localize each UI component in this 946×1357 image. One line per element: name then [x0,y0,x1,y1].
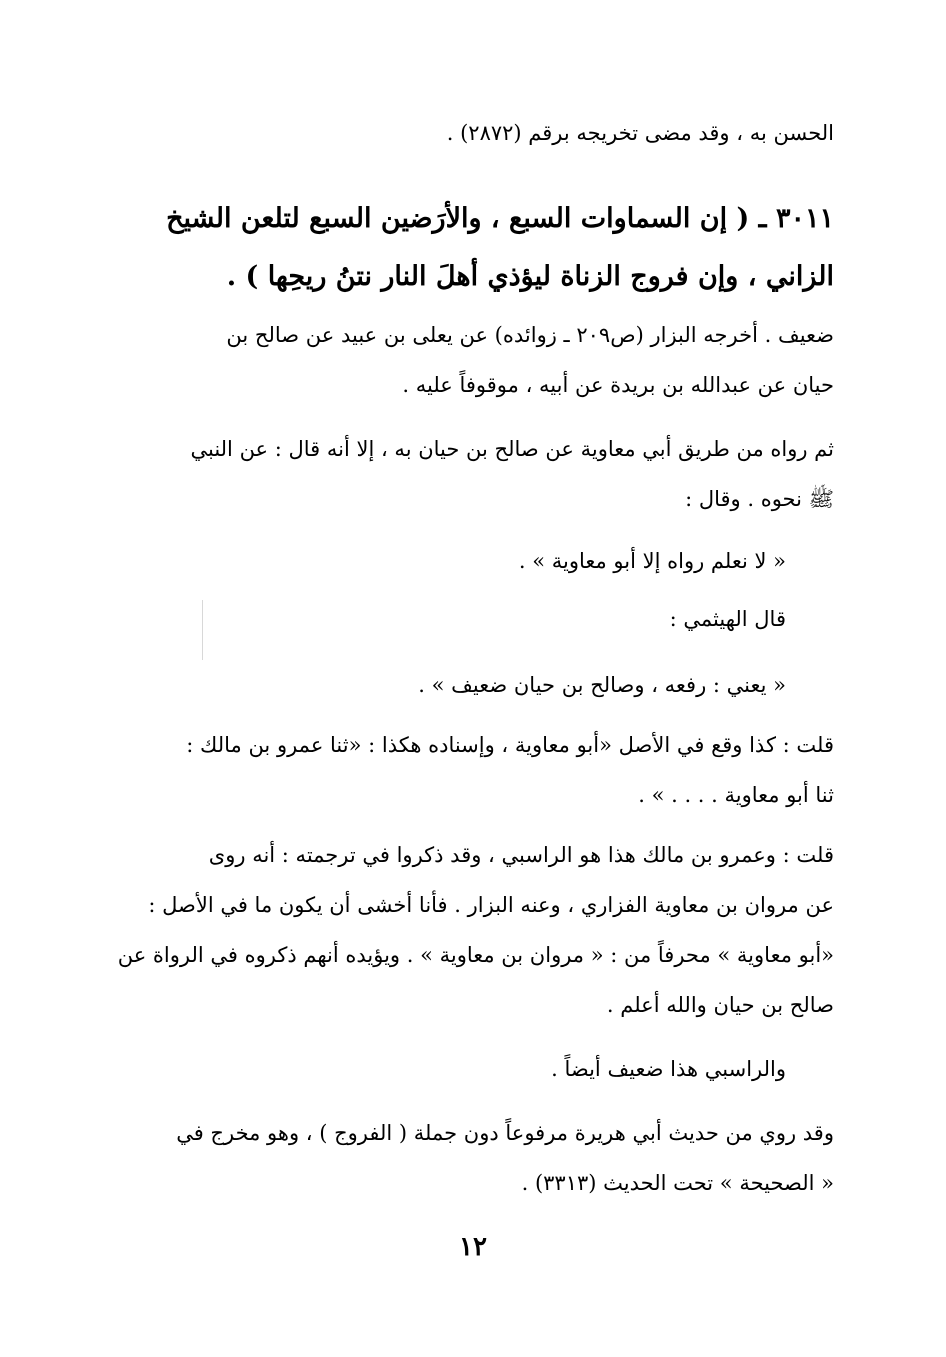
text-line: « الصحيحة » تحت الحديث (٣٣١٣) . [521,1171,834,1195]
text-line: قلت : كذا وقع في الأصل «أبو معاوية ، وإسناده هكذا : «ثنا عمرو بن مالك : [186,733,834,757]
text-line: « لا نعلم رواه إلا أبو معاوية » . [518,549,786,573]
text-line: « يعني : رفعه ، وصالح بن حيان ضعيف » . [418,673,786,697]
text-line: وقد روي من حديث أبي هريرة مرفوعاً دون جملة ( الفروج ) ، وهو مخرج في [176,1121,834,1145]
hadith-heading [92,190,834,306]
abu-hurayra-note [92,1108,834,1208]
text-line: صالح بن حيان والله أعلم . [606,993,834,1017]
haythami-intro [92,594,786,644]
text-line: قلت : وعمرو بن مالك هذا هو الراسبي ، وقد ذكروا في ترجمته : أنه روى [208,843,834,867]
text-line: ثم رواه من طريق أبي معاوية عن صالح بن حيان به ، إلا أنه قال : عن النبي [190,437,834,461]
haythami-quote [92,660,786,710]
text-line: «أبو معاوية » محرفاً من : « مروان بن معاوية » . ويؤيده أنهم ذكروه في الرواة عن [117,943,834,967]
text-line: ثنا أبو معاوية . . . . » . [638,783,834,807]
bazzar-quote [92,536,786,586]
rasibi-note [92,1044,786,1094]
text-line: ﷺ نحوه . وقال : [685,487,834,511]
takhrij-paragraph [92,310,834,410]
text-line: عن مروان بن معاوية الفزاري ، وعنه البزار . فأنا أخشى أن يكون ما في الأصل : [148,893,834,917]
author-note-1 [92,720,834,820]
text-line: والراسبي هذا ضعيف أيضاً . [551,1057,786,1081]
text-line: قال الهيثمي : [669,607,786,631]
author-note-2 [92,830,834,1030]
narration-paragraph [92,424,834,524]
continuation-paragraph [92,108,834,158]
text-line: حيان عن عبدالله بن بريدة عن أبيه ، موقوفاً عليه . [402,373,834,397]
hadith-line-2: الزاني ، وإن فروج الزناة ليؤذي أهلَ النار نتنُ ريحِها ) . [226,261,834,292]
page-number: ١٢ [459,1232,487,1262]
text-line: الحسن به ، وقد مضى تخريجه برقم (٢٨٧٢) . [446,121,834,145]
text-line: ضعيف . أخرجه البزار (ص٢٠٩ ـ زوائده) عن يعلى بن عبيد عن صالح بن [226,323,834,347]
hadith-line-1: ٣٠١١ ـ ( إن السماوات السبع ، والأرَضين السبع لتلعن الشيخ [166,203,834,234]
scan-margin-line [202,600,203,660]
